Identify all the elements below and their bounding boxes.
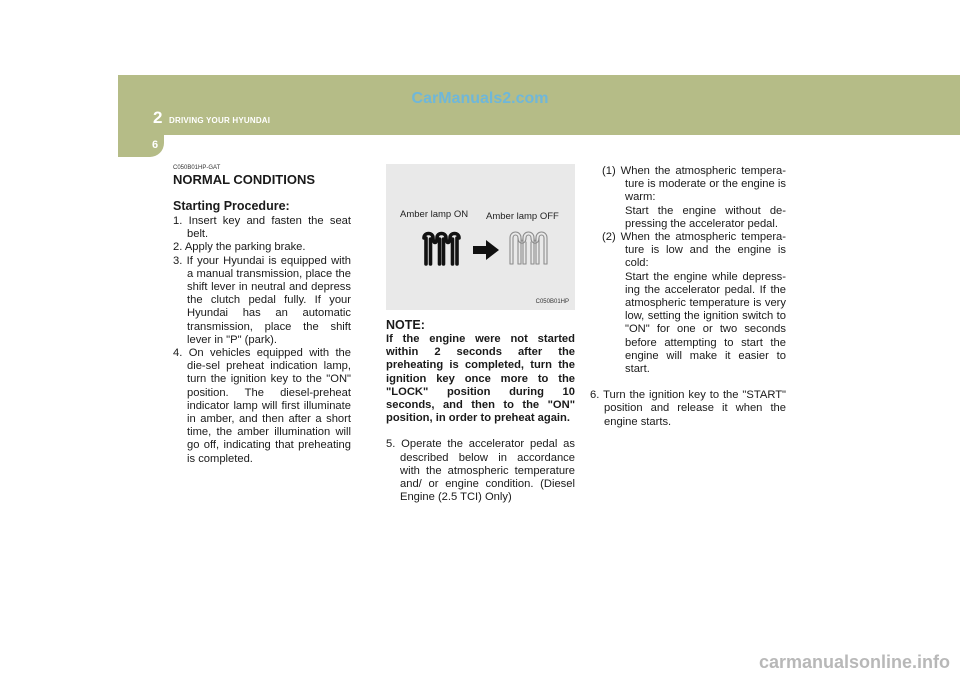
label-amber-lamp-off: Amber lamp OFF: [486, 211, 559, 222]
chapter-number: 2: [153, 108, 163, 127]
note-title: NOTE:: [386, 318, 425, 332]
sub-list-item: (2) When the atmospheric tempera-ture is low and the engine is cold: Start the engine while depress-ing the accelerator pedal. If the atmospheric temperature is very low, setting the ignition switch to "ON" for one or two seconds before attempting to start the engine will make it easier to start.: [602, 231, 787, 376]
watermark-bottom[interactable]: carmanualsonline.info: [758, 652, 950, 672]
glow-plug-lamp-off-icon: [507, 230, 551, 268]
list-item: 1. Insert key and fasten the seat belt.: [173, 215, 352, 241]
lamp-figure: [386, 164, 575, 310]
sub-list-item: (1) When the atmospheric tempera-ture is moderate or the engine is warm: Start the engine without de-pressing the accelerator pedal.: [602, 165, 787, 230]
list-item: 4. On vehicles equipped with the die-sel preheat indication lamp, turn the ignition key to the "ON" position. The diesel-preheat indicator lamp will first illuminate in amber, and then after a short time, the amber illumination will go off, indicating that preheating is completed.: [173, 347, 352, 465]
list-item: 6. Turn the ignition key to the "START" position and release it when the engine starts.: [590, 389, 786, 428]
watermark-top[interactable]: CarManuals2.com: [411, 90, 549, 107]
section-title: NORMAL CONDITIONS: [173, 172, 316, 187]
glow-plug-lamp-on-icon: [420, 230, 464, 268]
page-number: 6: [152, 139, 159, 151]
note-body: If the engine were not started within 2 seconds after the preheating is completed, turn the ignition key once more to the "LOCK" position during 10 seconds, and then to the "ON" position, in order to preheat again.: [386, 333, 575, 425]
list-item: 3. If your Hyundai is equipped with a manual transmission, place the shift lever in neutral and depress the clutch pedal fully. If your Hyundai has an automatic transmission, place the shift lever in "P" (park).: [173, 254, 351, 346]
section-subtitle: Starting Procedure:: [173, 199, 290, 213]
section-code: C050B01HP-GAT: [173, 165, 221, 171]
list-item: 2. Apply the parking brake.: [173, 241, 306, 254]
label-amber-lamp-on: Amber lamp ON: [400, 209, 469, 220]
arrow-right-icon: [473, 240, 499, 260]
column-1: [173, 164, 351, 466]
list-item: 5. Operate the accelerator pedal as described below in accordance with the atmospheric temperature and/ or engine condition. (Diesel Engine (2.5 TCI) Only): [386, 438, 575, 504]
figure-code: C050B01HP: [535, 299, 569, 305]
column-2: [386, 318, 575, 504]
chapter-title: DRIVING YOUR HYUNDAI: [169, 116, 271, 125]
column-3: [590, 165, 787, 429]
